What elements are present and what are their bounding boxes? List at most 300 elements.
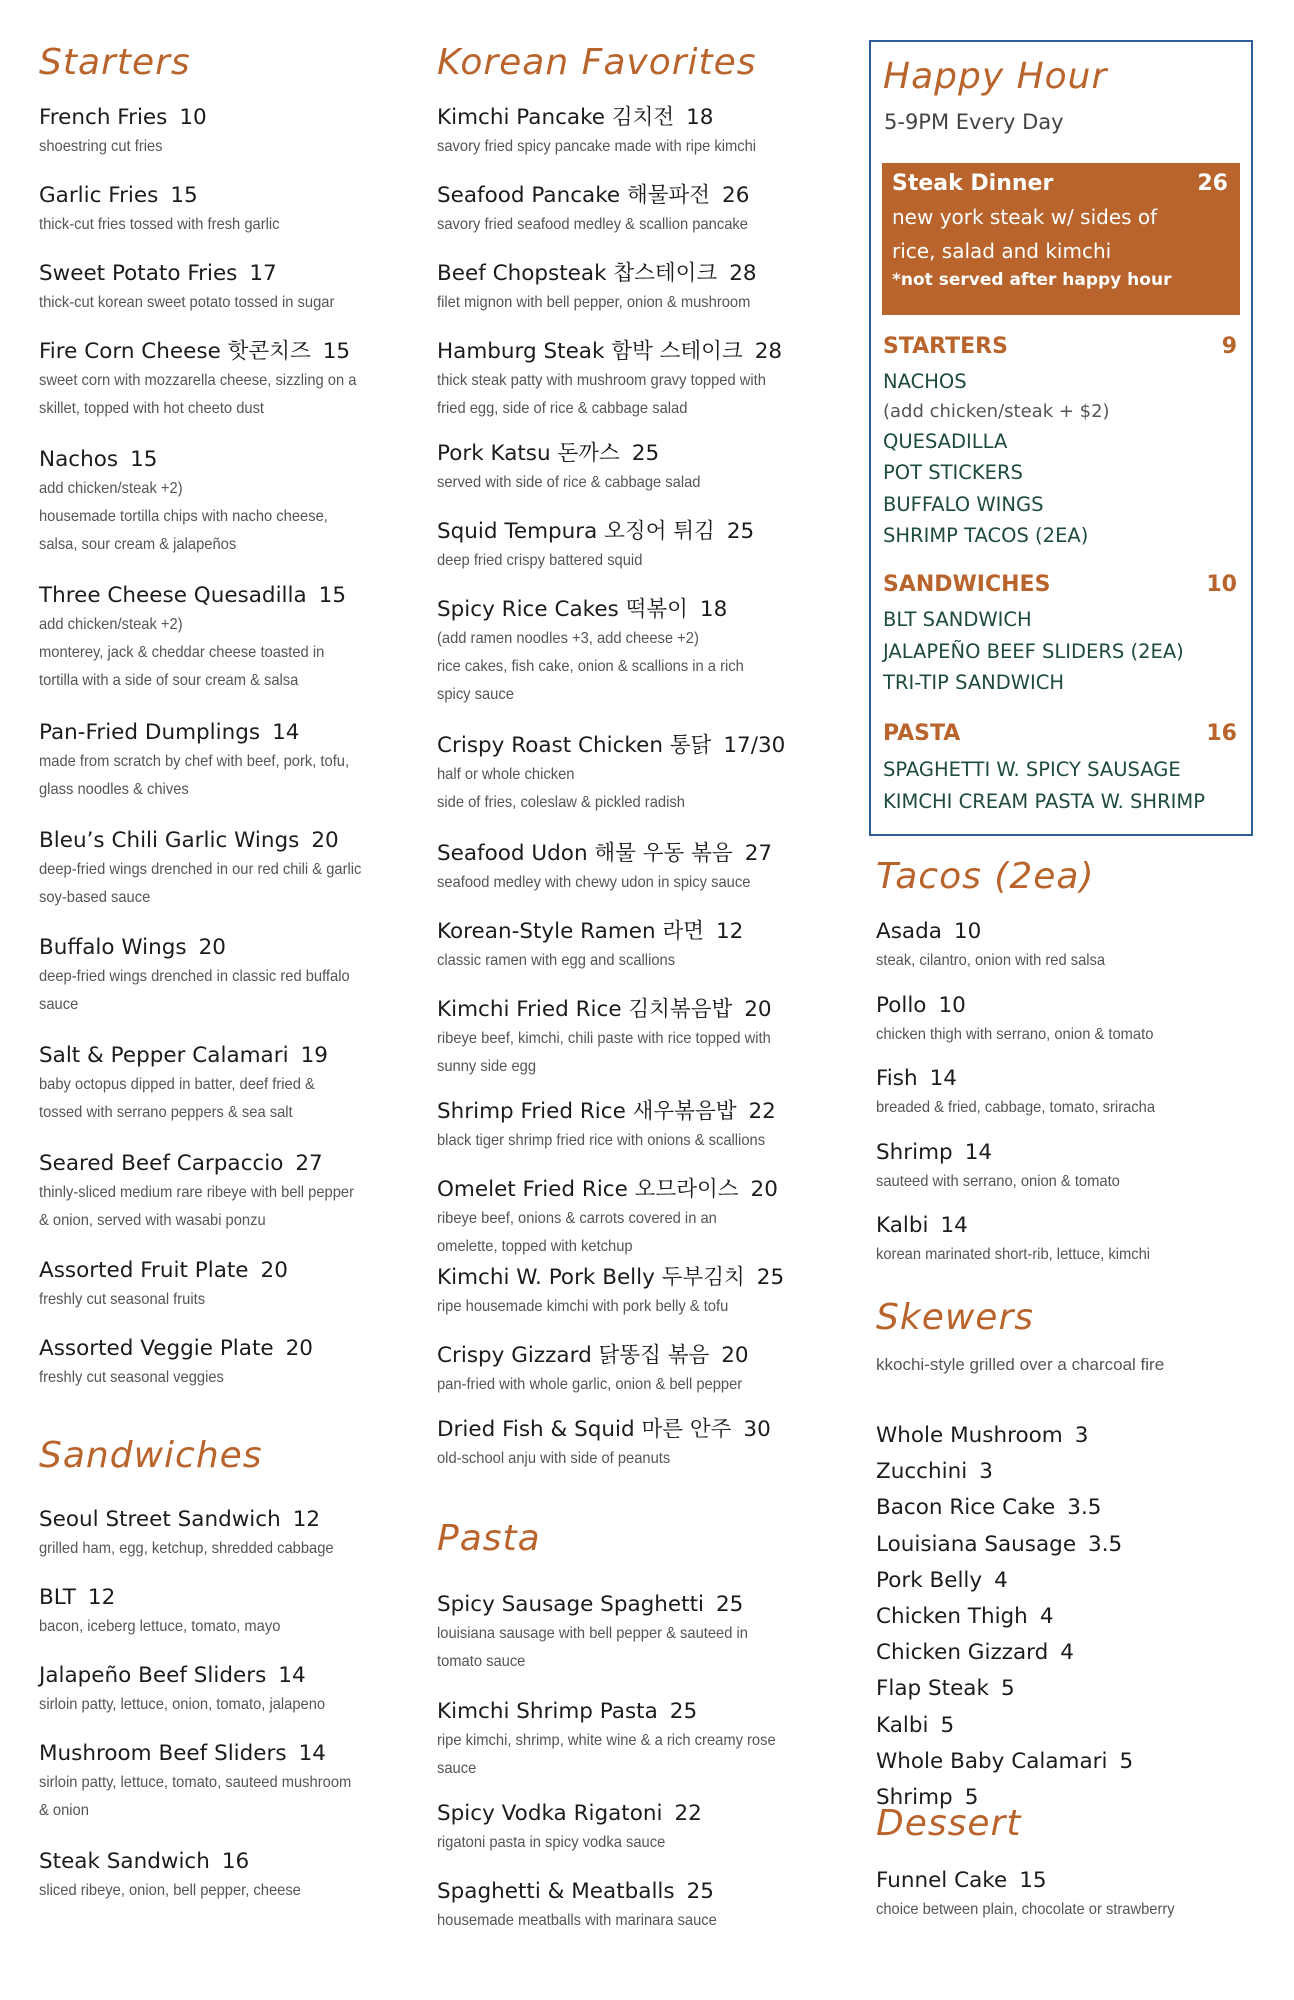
item-description: bacon, iceberg lettuce, tomato, mayo [39,1618,281,1635]
steak-dinner-name: Steak Dinner [892,171,1054,196]
item-description: tomato sauce [437,1653,526,1670]
item-name: Pollo [876,993,927,1018]
item-description: grilled ham, egg, ketchup, shredded cabbage [39,1540,334,1557]
item-price: 14 [929,1066,957,1091]
item-price: 25 [669,1699,698,1724]
item-description: soy-based sauce [39,889,151,906]
item-price: 25 [631,441,660,466]
item-description: thick-cut fries tossed with fresh garlic [39,216,280,233]
item-name-line [437,1341,832,1371]
skewer-name: Zucchini [876,1459,968,1485]
steak-dinner-price: 26 [1197,171,1228,196]
item-price: 14 [278,1663,306,1688]
skewer-item [876,1676,1015,1701]
skewer-price: 4 [1039,1604,1054,1629]
item-price: 14 [940,1213,968,1238]
item-name: Seared Beef Carpaccio [39,1151,284,1176]
menu-item [39,1847,419,1905]
hh-list-item: QUESADILLA [883,429,1008,453]
item-name-line [437,917,832,947]
item-name-line [437,731,832,761]
item-name: Kimchi W. Pork Belly 두부김치 [437,1265,745,1290]
hh-list-item: SHRIMP TACOS (2EA) [883,524,1089,547]
skewer-name: Bacon Rice Cake [876,1495,1056,1521]
item-name-line [437,103,832,133]
item-price: 10 [179,105,207,130]
item-description: chicken thigh with serrano, onion & tomato [876,1026,1154,1043]
item-name-line [437,839,832,869]
menu-item [437,1415,832,1473]
skewer-item [876,1423,1088,1448]
hh-list-item: BLT SANDWICH [883,608,1032,631]
item-description: served with side of rice & cabbage salad [437,474,701,491]
item-description: spicy sauce [437,686,514,703]
steak-dinner-feature [882,163,1240,315]
item-name-line [39,1847,419,1877]
menu-item [39,826,419,912]
hh-starters-name: STARTERS [883,334,1008,359]
item-name-line [437,517,832,547]
happy-hour-time: 5-9PM Every Day [884,110,1064,134]
item-name-line [39,581,419,611]
menu-item [39,718,419,804]
menu-item [876,1138,1256,1196]
hh-list-item: SPAGHETTI W. SPICY SAUSAGE [883,758,1181,781]
item-name: Salt & Pepper Calamari [39,1043,289,1068]
item-name: Kimchi Shrimp Pasta [437,1699,658,1724]
hh-sandwiches-name: SANDWICHES [883,572,1051,597]
item-name-line [39,337,419,367]
item-price: 18 [699,597,728,622]
skewer-price: 5 [964,1785,979,1810]
skewer-item [876,1532,1122,1557]
menu-item [39,337,419,423]
hh-list-item: BUFFALO WINGS [883,492,1044,516]
item-name: Pan-Fried Dumplings [39,720,261,745]
menu-item [437,1877,832,1935]
item-price: 17/30 [723,733,786,758]
item-description: sauce [437,1760,477,1777]
skewer-name: Flap Steak [876,1676,989,1702]
item-description: deep-fried wings drenched in classic red buffalo [39,968,350,985]
menu-item [39,103,419,161]
item-price: 14 [272,720,300,745]
item-price: 25 [686,1879,714,1904]
pasta-heading: Pasta [437,1518,541,1559]
item-description: sunny side egg [437,1058,537,1075]
item-name-line [876,991,1256,1021]
item-name-line [437,1415,832,1445]
menu-item [437,181,832,239]
item-name: Spaghetti & Meatballs [437,1879,675,1904]
hh-list-item: NACHOS [883,370,967,393]
item-name-line [39,103,419,133]
item-description: steak, cilantro, onion with red salsa [876,952,1106,969]
item-name-line [39,1661,419,1691]
skewer-item [876,1459,993,1484]
item-description: freshly cut seasonal veggies [39,1369,224,1386]
item-name: Shrimp Fried Rice 새우볶음밥 [437,1099,737,1124]
item-price: 28 [729,261,757,286]
item-name-line [876,1211,1256,1241]
menu-item [39,259,419,317]
menu-item [39,933,419,1019]
menu-item [39,1739,419,1825]
skewer-price: 4 [994,1567,1008,1593]
item-description: classic ramen with egg and scallions [437,952,676,969]
item-price: 20 [260,1258,288,1283]
item-price: 18 [686,105,714,130]
steak-dinner-desc: new york steak w/ sides of rice, salad and kimchi [892,205,1158,263]
item-name-line [39,718,419,748]
menu-item [39,1661,419,1719]
item-description: deep-fried wings drenched in our red chili & garlic [39,861,362,878]
item-price: 20 [721,1343,749,1368]
item-price: 28 [754,339,783,364]
item-name: Sweet Potato Fries [39,261,238,286]
item-price: 16 [221,1849,250,1874]
item-name: Seafood Pancake 해물파전 [437,183,711,208]
item-description: tossed with serrano peppers & sea salt [39,1104,293,1121]
happy-hour-heading: Happy Hour [883,56,1108,97]
skewer-item [876,1713,954,1738]
item-description: omelette, topped with ketchup [437,1238,633,1255]
item-name-line [437,1697,832,1727]
skewer-item [876,1604,1054,1629]
item-name: Buffalo Wings [39,935,187,960]
item-name: Korean-Style Ramen 라면 [437,919,704,944]
item-name-line [39,181,419,211]
item-description: housemade meatballs with marinara sauce [437,1912,717,1929]
item-name: Jalapeño Beef Sliders [39,1663,267,1688]
item-description: skillet, topped with hot cheeto dust [39,400,265,417]
item-price: 27 [744,841,773,866]
item-price: 30 [743,1417,771,1442]
skewers-subtitle: kkochi-style grilled over a charcoal fire [876,1355,1165,1374]
item-name: Garlic Fries [39,183,159,208]
item-name-line [876,1138,1256,1168]
item-description: sauce [39,996,79,1013]
item-price: 22 [748,1099,776,1124]
menu-item [437,103,832,161]
item-description: thinly-sliced medium rare ribeye with bell pepper [39,1184,354,1201]
item-name-line [437,259,832,289]
item-price: 14 [964,1140,993,1165]
item-price: 15 [322,339,351,364]
item-price: 20 [285,1336,313,1361]
item-name-line [437,1590,832,1620]
item-description: choice between plain, chocolate or strawberry [876,1901,1175,1918]
item-price: 20 [198,935,226,960]
menu-item [437,337,832,423]
item-name-line [39,259,419,289]
item-description: housemade tortilla chips with nacho cheese, [39,508,328,525]
item-description: glass noodles & chives [39,781,189,798]
item-name: Fish [876,1066,918,1091]
item-name-line [437,337,832,367]
menu-item [437,839,832,897]
item-name: Asada [876,919,942,944]
item-description: half or whole chicken [437,766,575,783]
hh-list-item: KIMCHI CREAM PASTA W. SHRIMP [883,789,1205,813]
item-name: Kalbi [876,1213,929,1238]
item-name-line [437,1175,832,1205]
item-description: shoestring cut fries [39,138,163,155]
item-description: sirloin patty, lettuce, onion, tomato, jalapeno [39,1696,326,1713]
skewer-name: Chicken Gizzard [876,1640,1049,1666]
item-description: sirloin patty, lettuce, tomato, sauteed mushroom [39,1774,352,1791]
hh-starters-list [883,366,1243,552]
item-name: Spicy Rice Cakes 떡볶이 [437,597,688,622]
skewer-name: Whole Mushroom [876,1423,1063,1448]
skewer-name: Shrimp [876,1785,953,1810]
item-name-line [39,1334,419,1364]
item-name-line [39,445,419,475]
item-name: Pork Katsu 돈까스 [437,441,620,466]
item-description: thick steak patty with mushroom gravy topped with [437,372,766,389]
item-name-line [39,1739,419,1769]
skewer-price: 5 [940,1712,955,1738]
item-name: Crispy Roast Chicken 통닭 [437,733,712,758]
menu-item [39,1583,419,1641]
item-description: savory fried spicy pancake made with ripe kimchi [437,138,757,155]
skewer-item [876,1640,1074,1665]
item-price: 12 [292,1507,321,1532]
item-description: & onion [39,1802,89,1819]
item-name-line [876,1866,1256,1896]
dessert-heading: Dessert [876,1803,1022,1844]
item-price: 22 [674,1801,702,1826]
item-price: 20 [750,1177,778,1202]
skewer-price: 3.5 [1088,1531,1123,1557]
skewer-item [876,1749,1133,1774]
skewer-name: Louisiana Sausage [876,1531,1077,1557]
item-price: 20 [311,828,339,853]
menu-item [39,1505,419,1563]
item-name-line [39,1041,419,1071]
skewer-name: Whole Baby Calamari [876,1748,1108,1774]
hh-sandwiches-list [883,604,1243,699]
item-description: ribeye beef, kimchi, chili paste with rice topped with [437,1030,771,1047]
item-name: Omelet Fried Rice 오므라이스 [437,1177,739,1202]
skewer-price: 5 [1119,1748,1134,1774]
item-name: French Fries [39,105,168,130]
item-name: Crispy Gizzard 닭똥집 볶음 [437,1343,710,1368]
menu-item [39,581,419,695]
item-description: rigatoni pasta in spicy vodka sauce [437,1834,666,1851]
item-price: 19 [300,1043,328,1068]
item-description: made from scratch by chef with beef, pork, tofu, [39,753,350,770]
item-description: ripe kimchi, shrimp, white wine & a rich creamy rose [437,1732,776,1749]
menu-item [437,995,832,1081]
item-description: monterey, jack & cheddar cheese toasted in [39,644,325,661]
item-name-line [39,1505,419,1535]
item-name: Seafood Udon 해물 우동 볶음 [437,841,733,866]
item-price: 15 [130,447,158,472]
item-name-line [437,1263,832,1293]
skewer-name: Pork Belly [876,1567,983,1593]
item-name: Dried Fish & Squid 마른 안주 [437,1417,732,1442]
menu-item [39,1256,419,1314]
menu-item [39,445,419,559]
menu-item [876,991,1256,1049]
skewers-heading: Skewers [876,1297,1034,1338]
item-name-line [437,995,832,1025]
item-description: pan-fried with whole garlic, onion & bell pepper [437,1376,743,1393]
menu-item [876,1211,1256,1269]
tacos-heading: Tacos (2ea) [876,856,1095,897]
item-name: Fire Corn Cheese 핫콘치즈 [39,339,311,364]
item-name-line [437,181,832,211]
item-price: 25 [716,1592,744,1617]
item-description: louisiana sausage with bell pepper & sauteed in [437,1625,748,1642]
hh-pasta-label [883,721,1241,746]
skewer-price: 3.5 [1067,1495,1102,1521]
item-name-line [39,826,419,856]
skewer-price: 5 [1000,1676,1015,1702]
menu-item [437,1590,832,1676]
item-name-line [39,933,419,963]
item-description: old-school anju with side of peanuts [437,1450,671,1467]
item-name-line [437,1877,832,1907]
item-description: side of fries, coleslaw & pickled radish [437,794,685,811]
starters-heading: Starters [39,42,191,83]
hh-starters-label [883,334,1241,359]
item-description: add chicken/steak +2) [39,480,183,497]
item-description: ribeye beef, onions & carrots covered in an [437,1210,717,1227]
skewer-price: 3 [979,1459,993,1485]
skewer-item [876,1495,1101,1520]
item-description: baby octopus dipped in batter, deef fried & [39,1076,315,1093]
menu-item [437,517,832,575]
item-price: 10 [953,919,982,944]
item-price: 12 [87,1585,116,1610]
hh-list-item: POT STICKERS [883,461,1023,484]
item-name-line [437,1097,832,1127]
item-description: sweet corn with mozzarella cheese, sizzling on a [39,372,357,389]
menu-item [437,731,832,817]
menu-item [437,259,832,317]
item-description: seafood medley with chewy udon in spicy sauce [437,874,751,891]
item-description: rice cakes, fish cake, onion & scallions in a rich [437,658,744,675]
item-name: Assorted Fruit Plate [39,1258,249,1283]
item-price: 15 [170,183,198,208]
item-price: 10 [938,993,966,1018]
item-price: 17 [249,261,277,286]
item-price: 15 [318,583,347,608]
item-price: 25 [756,1265,785,1290]
item-description: fried egg, side of rice & cabbage salad [437,400,688,417]
item-description: & onion, served with wasabi ponzu [39,1212,266,1229]
item-name: Spicy Vodka Rigatoni [437,1801,663,1826]
item-name: Shrimp [876,1140,953,1165]
item-name: Three Cheese Quesadilla [39,583,307,608]
menu-item [437,1097,832,1155]
item-name: Nachos [39,447,119,472]
item-description: deep fried crispy battered squid [437,552,643,569]
item-name: Mushroom Beef Sliders [39,1741,287,1766]
menu-item [876,1064,1256,1122]
item-name: Funnel Cake [876,1868,1008,1893]
menu-item [39,1041,419,1127]
menu-item [39,1149,419,1235]
item-name-line [876,917,1256,947]
item-price: 15 [1019,1868,1047,1893]
menu-item [437,1263,832,1321]
item-price: 25 [726,519,755,544]
item-name-line [39,1149,419,1179]
item-name-line [39,1583,419,1613]
item-description: tortilla with a side of sour cream & salsa [39,672,299,689]
menu-item [437,1799,832,1857]
item-description: breaded & fried, cabbage, tomato, sriracha [876,1099,1156,1116]
item-description: ripe housemade kimchi with pork belly & tofu [437,1298,729,1315]
hh-sandwiches-price: 10 [1206,572,1237,597]
item-description: filet mignon with bell pepper, onion & mushroom [437,294,751,311]
item-name: Kimchi Fried Rice 김치볶음밥 [437,997,733,1022]
hh-list-item: TRI-TIP SANDWICH [883,671,1065,694]
steak-dinner-note: *not served after happy hour [892,270,1172,290]
menu-item [876,917,1256,975]
item-description: savory fried seafood medley & scallion pancake [437,216,748,233]
item-description: korean marinated short-rib, lettuce, kimchi [876,1246,1151,1263]
item-price: 12 [715,919,744,944]
menu-item [39,181,419,239]
item-name-line [876,1064,1256,1094]
item-name-line [437,1799,832,1829]
skewer-item [876,1568,1008,1593]
item-description: salsa, sour cream & jalapeños [39,536,237,553]
item-description: freshly cut seasonal fruits [39,1291,206,1308]
item-name: Steak Sandwich [39,1849,210,1874]
item-price: 14 [298,1741,326,1766]
item-name: Kimchi Pancake 김치전 [437,105,675,130]
sandwiches-heading: Sandwiches [39,1435,263,1476]
hh-pasta-list [883,754,1243,817]
item-name-line [437,439,832,469]
skewer-price: 3 [1074,1423,1089,1448]
hh-pasta-name: PASTA [883,721,961,746]
menu-item [437,1175,832,1261]
item-description: sauteed with serrano, onion & tomato [876,1173,1120,1190]
hh-list-item: (add chicken/steak + $2) [883,400,1110,422]
item-description: (add ramen noodles +3, add cheese +2) [437,630,699,647]
korean-favorites-heading: Korean Favorites [437,42,757,83]
menu-item [437,439,832,497]
item-description: black tiger shrimp fried rice with onions & scallions [437,1132,766,1149]
item-name: Bleu’s Chili Garlic Wings [39,828,300,853]
menu-item [437,1697,832,1783]
item-name: Hamburg Steak 함박 스테이크 [437,339,743,364]
happy-hour-box [869,40,1253,836]
item-description: add chicken/steak +2) [39,616,183,633]
item-price: 27 [295,1151,323,1176]
item-name-line [437,595,832,625]
item-name-line [39,1256,419,1286]
skewer-price: 4 [1060,1640,1074,1666]
item-description: sliced ribeye, onion, bell pepper, cheese [39,1882,301,1899]
menu-item [876,1866,1256,1924]
menu-item [437,595,832,709]
item-price: 20 [744,997,772,1022]
hh-sandwiches-label [883,572,1241,597]
menu-item [437,1341,832,1399]
item-name: BLT [39,1585,76,1610]
item-price: 26 [722,183,750,208]
skewer-name: Chicken Thigh [876,1604,1028,1629]
item-name: Spicy Sausage Spaghetti [437,1592,704,1617]
item-description: thick-cut korean sweet potato tossed in sugar [39,294,335,311]
